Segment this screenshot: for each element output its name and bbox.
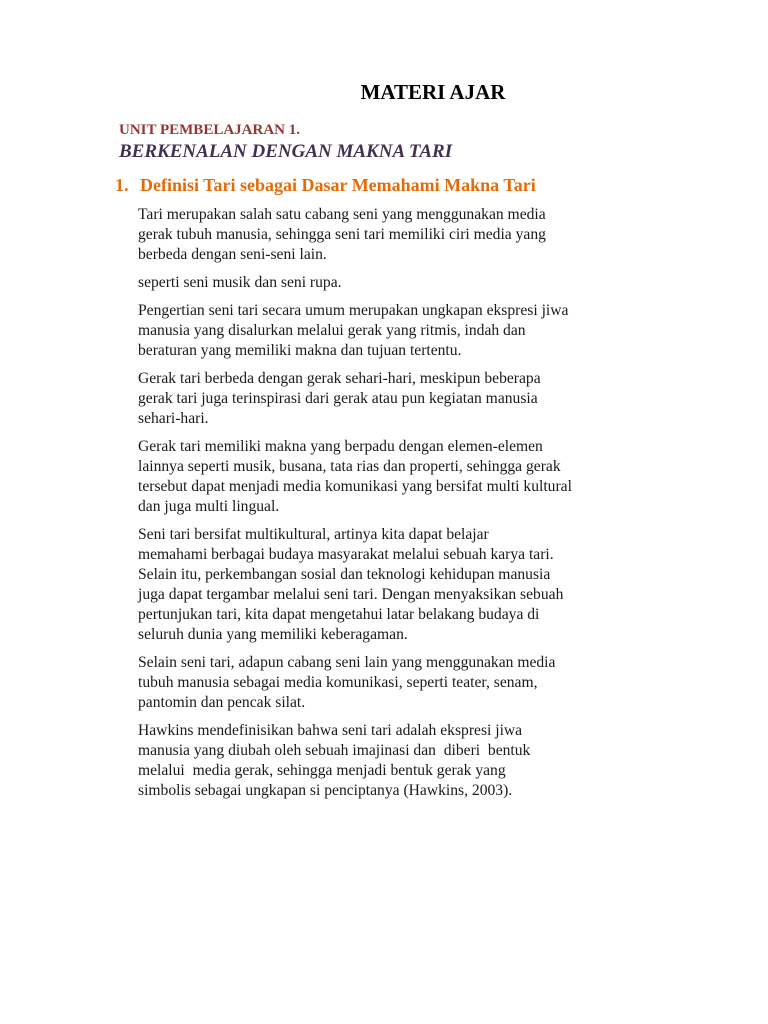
paragraph-line: melalui media gerak, sehingga menjadi bentuk gerak yang (138, 762, 506, 779)
paragraph-line: Selain seni tari, adapun cabang seni lain yang menggunakan media (138, 654, 556, 671)
paragraph-line: seluruh dunia yang memiliki keberagaman. (138, 626, 408, 643)
paragraph-line: pertunjukan tari, kita dapat mengetahui latar belakang budaya di (138, 606, 540, 623)
paragraph-line: beraturan yang memiliki makna dan tujuan tertentu. (138, 342, 462, 359)
paragraph-line: Hawkins mendefinisikan bahwa seni tari adalah ekspresi jiwa (138, 722, 523, 739)
paragraph-line: Tari merupakan salah satu cabang seni yang menggunakan media (138, 206, 546, 223)
body-paragraph (138, 301, 658, 361)
unit-label: UNIT PEMBELAJARAN 1. (119, 122, 300, 138)
paragraph-line: dan juga multi lingual. (138, 498, 280, 515)
paragraph-line: manusia yang diubah oleh sebuah imajinasi dan diberi bentuk (138, 742, 531, 759)
section-body (138, 205, 658, 809)
paragraph-line: Seni tari bersifat multikultural, artinya kita dapat belajar (138, 526, 489, 543)
paragraph-line: Gerak tari memiliki makna yang berpadu dengan elemen-elemen (138, 438, 543, 455)
paragraph-line: memahami berbagai budaya masyarakat melalui sebuah karya tari. (138, 546, 554, 563)
section-heading-text: Definisi Tari sebagai Dasar Memahami Makna Tari (140, 175, 536, 195)
section-number: 1. (115, 175, 129, 195)
paragraph-line: gerak tari juga terinspirasi dari gerak atau pun kegiatan manusia (138, 390, 538, 407)
body-paragraph (138, 653, 658, 713)
paragraph-line: juga dapat tergambar melalui seni tari. Dengan menyaksikan sebuah (138, 586, 564, 603)
unit-title: BERKENALAN DENGAN MAKNA TARI (119, 141, 453, 162)
paragraph-line: manusia yang disalurkan melalui gerak yang ritmis, indah dan (138, 322, 526, 339)
paragraph-line: Pengertian seni tari secara umum merupakan ungkapan ekspresi jiwa (138, 302, 569, 319)
body-paragraph (138, 437, 658, 517)
section-heading (115, 175, 536, 196)
paragraph-line: lainnya seperti musik, busana, tata rias dan properti, sehingga gerak (138, 458, 561, 475)
paragraph-line: berbeda dengan seni-seni lain. (138, 246, 327, 263)
body-paragraph (138, 369, 658, 429)
paragraph-line: Gerak tari berbeda dengan gerak sehari-hari, meskipun beberapa (138, 370, 541, 387)
paragraph-line: pantomin dan pencak silat. (138, 694, 306, 711)
paragraph-line: tersebut dapat menjadi media komunikasi yang bersifat multi kultural (138, 478, 572, 495)
paragraph-line: gerak tubuh manusia, sehingga seni tari memiliki ciri media yang (138, 226, 546, 243)
document-title: MATERI AJAR (360, 80, 506, 104)
body-paragraph (138, 273, 658, 293)
body-paragraph (138, 721, 658, 801)
paragraph-line: tubuh manusia sebagai media komunikasi, seperti teater, senam, (138, 674, 538, 691)
body-paragraph (138, 525, 658, 645)
paragraph-line: simbolis sebagai ungkapan si penciptanya (Hawkins, 2003). (138, 782, 513, 799)
paragraph-line: sehari-hari. (138, 410, 209, 427)
paragraph-line: Selain itu, perkembangan sosial dan teknologi kehidupan manusia (138, 566, 551, 583)
body-paragraph (138, 205, 658, 265)
paragraph-line: seperti seni musik dan seni rupa. (138, 274, 342, 291)
